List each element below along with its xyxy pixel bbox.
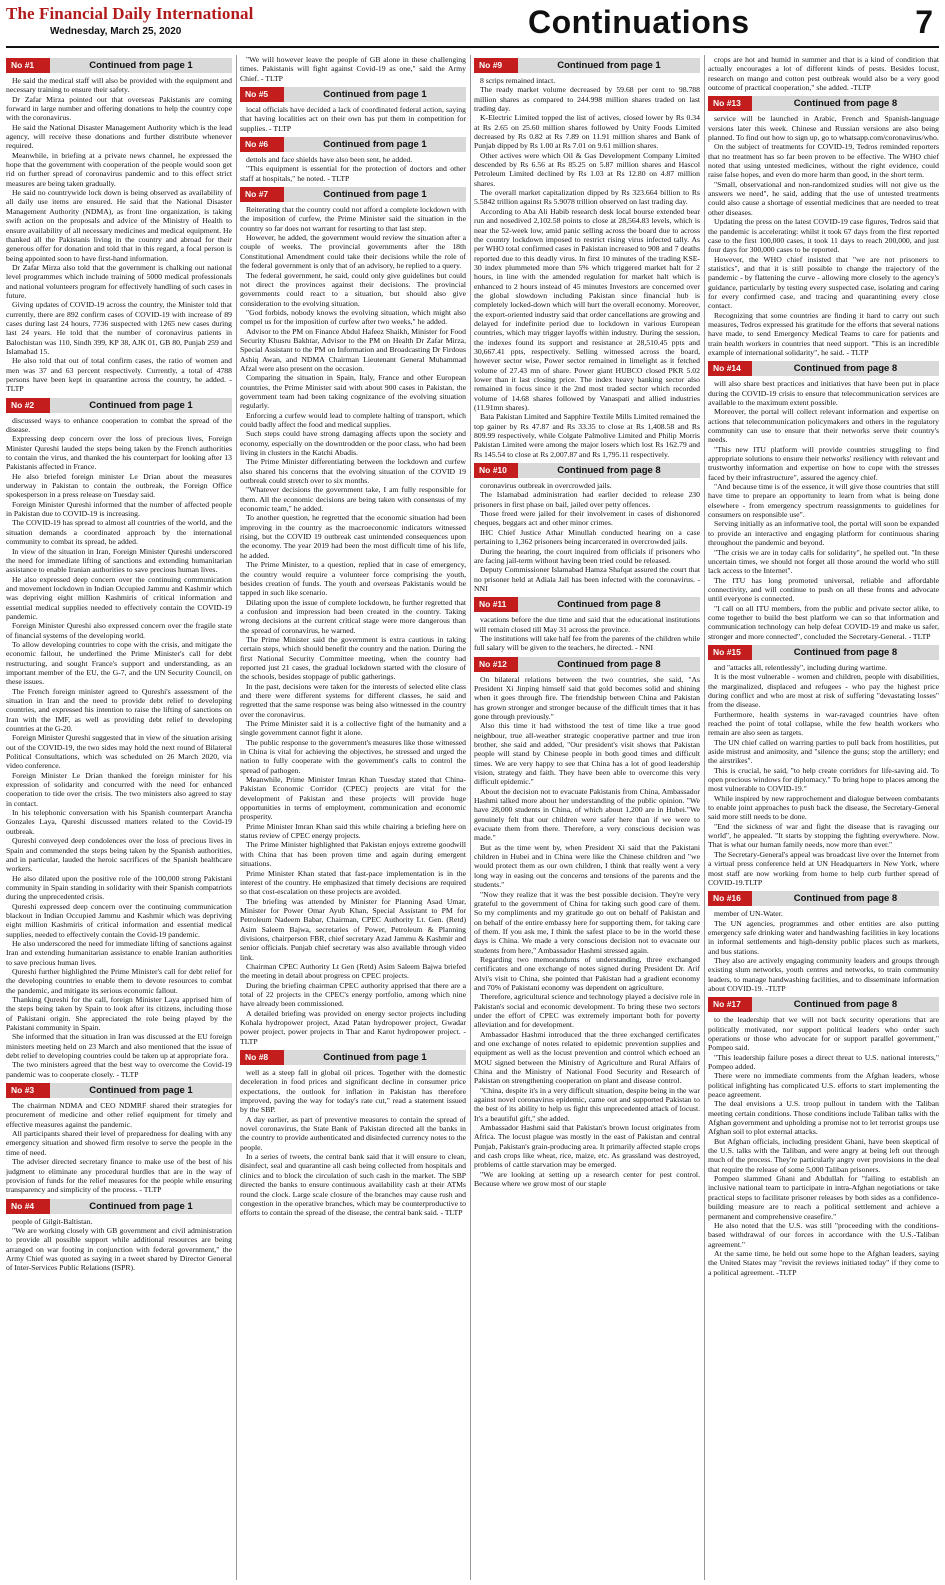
story-body: [474, 615, 700, 652]
story-continuation: [6, 1199, 232, 1273]
story-continuation: [708, 361, 939, 641]
story-body: [708, 379, 939, 641]
story-header: [240, 137, 466, 152]
story-paragraph: The ITU has long promoted universal, reliable and affordable connectivity, and will continue to push on all these fronts and advocate until everyone is connected.: [708, 575, 939, 604]
story-paragraph: Foreign Minister Qureshi informed that the number of affected people in Pakistan due to COVID-19 is increasing.: [6, 499, 232, 519]
story-paragraph: "End the sickness of war and fight the disease that is ravaging our world", he appealed. "It starts by stopping the fighting everywhere. Now. That is what our human family needs, now more than ever.": [708, 821, 939, 850]
story-paragraph: Recognizing that some countries are finding it hard to carry out such measures, Tedros expressed his gratitude for the efforts that several nations have made, to send Emergency Medical Teams to care for patients and train health workers in countries that need support. "This is an incredible example of international solidarity", he said. - TLTP: [708, 310, 939, 357]
story-paragraph: In a series of tweets, the central bank said that it will ensure to clean, disinfect, seal and quarantine all cash being collected from hospitals and clinics and to block the circulation of such cash in the market. The SBP directed the banks to ensure continuous availability cash at their ATMs round the clock. Large scale closure of the branches may cause rush and congestion in the operative branches, which may be counterproductive to efforts to contain the spread of the disease, the central bank said. - TLTP: [240, 1152, 466, 1218]
story-paragraph: Foreign Minister Qureshi also expressed concern over the fragile state of financial systems of the developing world.: [6, 621, 232, 640]
column-3: [474, 55, 700, 1581]
story-paragraph: will also share best practices and initiatives that have been put in place during the COVID-19 crisis to ensure that telecommunication services are available to the maximum extent possible.: [708, 379, 939, 407]
continued-from-label: Continued from page 1: [518, 58, 700, 73]
story-paragraph: But Afghan officials, including president Ghani, have been skeptical of the U.S. talks with the Taliban, and were angry at being left out through much of the process. They're particularly angry over provisions in the deal that require the release of some 5,000 Taliban prisoners.: [708, 1136, 939, 1174]
story-paragraph: Foreign Minister Qureshi suggested that in view of the situation arising out of the COVID-19, the two sides may hold the next round of Bilateral Political Consultations, which was scheduled on 26 March 2020, via video conference.: [6, 733, 232, 771]
story-paragraph: Other actives were which Oil & Gas Development Company Limited descended by Rs 6.56 at Rs 85.25 on 5.87 million shares and Hascol Petroleum Limited declined by Rs 1.03 at Rs 12.80 on 4.87 million shares.: [474, 150, 700, 188]
continued-from-label: Continued from page 8: [518, 657, 700, 672]
story-number-tag: No #7: [240, 187, 284, 202]
story-paragraph: "China, despite it's in a very difficult situation, despite being in the war against novel coronavirus epidemic, came out and supported Pakistan to the best of its ability to help us fight this unprecedented attack of locust. It's a beautiful gift," she added.: [474, 1085, 700, 1123]
story-continuation: [240, 1050, 466, 1218]
masthead-rule: [6, 46, 939, 48]
story-paragraph: Enforcing a curfew would lead to complete halting of transport, which could badly affect the food and medical supplies.: [240, 410, 466, 429]
story-paragraph: Also this time it had withstood the test of time like a true good neighbour, true all-weather strategic cooperative partner and true iron brother, she said and added, "Our president's visit shows that Pakistan people will stand by Chinese people in both good times and difficult times. We are very happy to see that China has a lot of good leadership vision, strategy and faith. They have been able to overcome this very difficult epidemic.": [474, 721, 700, 787]
story-paragraph: At the same time, he held out some hope to the Afghan leaders, saying the United States may "revisit the reviews initiated today" if they come to a political agreement. -TLTP: [708, 1248, 939, 1277]
story-body: [708, 55, 939, 92]
story-paragraph: But as the time went by, when President Xi said that the Pakistani children in Hubei and in China were like the Chinese children and "we would protect them as our own children, I think that really went a very long way in easing out the concerns and tensions of the parents and the students.": [474, 842, 700, 890]
story-paragraph: "And because time is of the essence, it will give those countries that still have time to prepare an opportunity to learn from what is being done elsewhere - from emergency spectrum reassignments to guidelines for consumers on responsible use".: [708, 482, 939, 520]
column-divider: [470, 55, 471, 1580]
story-number-tag: No #14: [708, 361, 752, 376]
continued-from-label: Continued from page 1: [50, 1199, 232, 1214]
story-paragraph: However, he added, the government would review the situation after a couple of weeks. The provincial governments after the 18th Constitutional Amendment could take their decisions while the role of the federal government is only that of an advisory, he replied to a query.: [240, 233, 466, 271]
section-title: Continuations: [528, 4, 750, 40]
story-number-tag: No #17: [708, 997, 752, 1012]
story-paragraph: The Prime Minister said the government is extra cautious in taking certain steps, which should benefit the country and the nation. During the first National Security Committee meeting, when the country had reported just 21 cases, the gradual lockdown started with the closure of the schools, besides stoppage of public gatherings.: [240, 634, 466, 682]
page-number: 7: [915, 4, 933, 40]
story-paragraph: He also expressed deep concern over the continuing communication and movement lockdown in Indian Occupied Jammu and Kashmir which was depriving eight million Kashmiris of critical information and essential medical supplies needed to effectively contain the COVID-19 pandemic.: [6, 574, 232, 621]
masthead-left: [6, 4, 306, 37]
story-continuation: [6, 398, 232, 1079]
story-paragraph: The adviser directed secretary finance to make use of the best of his judgment to eliminate any procedural hurdles that are in the way of provision of funds for the relief measures for the people while ensuring transparency and simplicity of the process. - TLTP: [6, 1157, 232, 1195]
story-paragraph: "The crisis we are in today calls for solidarity", he spelled out. "In these uncertain times, we should not forget all those around the world who still lack access to the Internet".: [708, 547, 939, 576]
story-paragraph: However, the WHO chief insisted that "we are not prisoners to statistics", and that it is still possible to change the trajectory of the pandemic - by flattening the curve - allowing more closely to the agency's guidance, particularly by testing every suspected case, isolating and caring for every confirmed case, and tracing and quarantining every close contact.: [708, 254, 939, 311]
story-body: [240, 55, 466, 83]
story-paragraph: The UN chief called on warring parties to pull back from hostilities, put aside mistrust and animosity, and "silence the guns; stop the artillery; end the airstrikes".: [708, 737, 939, 766]
story-number-tag: No #3: [6, 1083, 50, 1098]
story-continuation: [708, 997, 939, 1277]
story-continuation: [474, 657, 700, 1189]
story-continuation: [6, 1083, 232, 1194]
story-paragraph: local officials have decided a lack of coordinated federal action, saying that having localities act on their own has put them in competition for supplies. - TLTP: [240, 105, 466, 133]
story-body: [708, 909, 939, 993]
story-paragraph: There were no immediate comments from the Afghan leaders, whose political infighting has complicated U.S. efforts to start implementing the peace agreement.: [708, 1071, 939, 1100]
story-paragraph: member of UN-Water.: [714, 909, 783, 919]
continued-from-label: Continued from page 1: [50, 398, 232, 413]
story-number-tag: No #4: [6, 1199, 50, 1214]
story-paragraph: vacations before the due time and said that the educational institutions will remain closed till May 31 across the province.: [474, 615, 700, 634]
story-number-tag: No #5: [240, 87, 284, 102]
story-paragraph: Prime Minister Imran Khan said this while chairing a briefing here on status review of CPEC energy projects.: [240, 821, 466, 841]
story-paragraph: A detailed briefing was provided on energy sector projects including Kohala hydropower project, Azad Patan hydropower project, Gwadar power project, power projects in Thar and Karot hydropower project. - TLTP: [240, 1008, 466, 1046]
story-paragraph: Qureshi conveyed deep condolences over the loss of precious lives in Spain and commended the steps being taken by the Spanish authorities, and in particular, lauded the heroic sacrifices of the Spanish healthcare workers.: [6, 836, 232, 874]
continued-from-label: Continued from page 8: [518, 463, 700, 478]
story-body: [240, 105, 466, 133]
story-paragraph: The Prime Minister differentiating between the lockdown and curfew also shared his concerns that the evolving situation of the COVID 19 outbreak could stretch over to six months.: [240, 457, 466, 486]
story-number-tag: No #10: [474, 463, 518, 478]
story-paragraph: well as a steep fall in global oil prices. Together with the domestic deceleration in food prices and significant decline in consumer price expectations, the outlook for inflation in Pakistan has therefore improved, paving the way for today's rate cut," read a statement issued by the SBP.: [240, 1068, 466, 1115]
story-header: [240, 187, 466, 202]
story-paragraph: "We are working closely with GB government and civil administration to provide all possible support while additional resources are being arranged on war footing in conjunction with federal government," the Army Chief was quoted as saying in a tweet shared by Director General of Inter-Services Public Relations (ISPR).: [6, 1225, 232, 1273]
story-paragraph: Comparing the situation in Spain, Italy, France and other European countries, the Prime Minister said with about 900 cases in Pakistan, the government team had been taking cognizance of the evolving situation regularly.: [240, 373, 466, 411]
story-header: [6, 1199, 232, 1214]
story-body: [240, 155, 466, 183]
story-paragraph: To another question, he regretted that the economic situation had been improving in the country as the macroeconomic indicators witnessed rising, but the COVID 19 outbreak cast unintended consequences upon the economy. The year 2019 had been the most difficult time of his life, he added.: [240, 513, 466, 560]
story-header: [474, 657, 700, 672]
story-paragraph: The federal government, he said, could only give guidelines but could not direct the provinces against their decisions. The provincial governments could react to a situation, but should also give consideration to the evolving situation.: [240, 270, 466, 308]
story-paragraph: The French foreign minister agreed to Qureshi's assessment of the situation in Iran and the need to provide debt relief to developing countries, and expressed his intention to raise the lifting of sanctions on Iran with the IMF, as well as providing debt relief to developing countries at the G-20.: [6, 686, 232, 734]
story-paragraph: The COVID-19 has spread to almost all countries of the world, and the situation demands a coordinated approach by the international community to combat its spread, he added.: [6, 518, 232, 547]
story-body: [474, 481, 700, 593]
story-paragraph: On the subject of treatments for COVID-19, Tedros reminded reporters that no treatment has so far been proven to be effective. The WHO chief noted that using untested medicines, without the right evidence, could raise false hopes, and even do more harm than good, in the short term.: [708, 142, 939, 180]
story-number-tag: No #8: [240, 1050, 284, 1065]
story-body: [708, 1015, 939, 1277]
story-paragraph: Qureshi further highlighted the Prime Minister's call for debt relief for the developing countries to enable them to devote resources to combat the pandemic, and mitigate its serious economic fallout.: [6, 966, 232, 995]
story-paragraph: 8 scrips remained intact.: [480, 76, 556, 85]
story-paragraph: He also dilated upon the positive role of the 100,000 strong Pakistani community in Spain standing in solidarity with their Spanish compatriots during the unprecedented crisis.: [6, 873, 232, 902]
story-continuation: [474, 58, 700, 459]
story-number-tag: No #13: [708, 96, 752, 111]
paper-name: The Financial Daily International: [6, 4, 254, 23]
story-continuation: [6, 58, 232, 394]
story-paragraph: Such steps could have strong damaging affects upon the society and economy, especially on the downtrodden or the poor class, who had been living in clusters in the Katchi Abadis.: [240, 429, 466, 458]
story-body: [708, 114, 939, 357]
story-paragraph: coronavirus outbreak in overcrowded jails.: [480, 481, 612, 491]
story-paragraph: In the past, decisions were taken for the interests of selected elite class and there were different systems for different classes, he said and regretted that the same response was being also witnessed in the country over the coronavirus.: [240, 681, 466, 719]
story-paragraph: to the leadership that we will not back security operations that are politically motivated, nor support political leaders who order such operations or those who advocate for or support parallel government," Pompeo said.: [708, 1015, 939, 1053]
story-paragraph: "Now they realize that it was the best possible decision. They're very grateful to the government of China for taking such good care of them. So my compliments and my gratitude go out on behalf of Pakistan and on behalf of the entire embassy here for supporting them, for taking care of them. If you ask me, I think the safest place to be in the world these days is China. We made a very conscious decision not to evacuate our students from here," Ambassador Hashmi stressed again.: [474, 889, 700, 955]
continued-from-label: Continued from page 8: [752, 645, 939, 660]
continued-from-label: Continued from page 1: [284, 137, 466, 152]
story-paragraph: The briefing was attended by Minister for Planning Asad Umar, Minister for Power Omar Ayub Khan, Special Assistant to PM for Petroleum Nadeem Babar, Chairman, CPEC Authority Lt. Gen. (Retd) Asim Saleem Bajwa, secretaries of Power, Petroleum & Planning divisions, chairperson FBR, chief secretary Azad Jammu & Kashmir and senior officials. Punjab chief secretary was also available through video link.: [240, 896, 466, 962]
continued-from-label: Continued from page 8: [752, 997, 939, 1012]
story-paragraph: He said the medical staff will also be provided with the equipment and necessary training to ensure their safety.: [6, 76, 232, 95]
story-header: [708, 361, 939, 376]
continued-from-label: Continued from page 1: [284, 187, 466, 202]
story-header: [708, 96, 939, 111]
story-paragraph: "God forbids, nobody knows the evolving situation, which might also compel us for the imposition of curfew after two weeks," he added.: [240, 307, 466, 327]
story-header: [6, 58, 232, 73]
story-header: [474, 463, 700, 478]
story-paragraph: Chairman CPEC Authority Lt Gen (Retd) Asim Saleem Bajwa briefed the meeting in detail about progress on CPEC projects.: [240, 961, 466, 981]
story-number-tag: No #16: [708, 891, 752, 906]
story-paragraph: The Islamabad administration had earlier decided to release 230 prisoners in first phase on bail, jailed over petty offences.: [474, 490, 700, 509]
continued-from-label: Continued from page 1: [50, 58, 232, 73]
story-header: [474, 58, 700, 73]
story-paragraph: He said no countrywide lock down is being observed as availability of all daily use items are ensured. He said that the National Disaster Management Authority (NDMA), as front line organization, is taking swift action on the proposals and advice of the Ministry of Health to ensure availability of all necessary medicines and medical equipment. He thanked all the Pakistanis living in the country and abroad for their generous offer for donation and told that in this regard, a focal person is being appointed soon to have first-hand information.: [6, 188, 232, 263]
story-paragraph: Moreover, the portal will collect relevant information and expertise on actions that telecommunication policymakers and others in the regulatory community can use to ensure that their networks serve their country's needs.: [708, 407, 939, 445]
story-paragraph: He also underscored the need for immediate lifting of sanctions against Iran and extending humanitarian assistance to enable Iranian authorities to save precious human lives.: [6, 938, 232, 967]
story-paragraph: people of Gilgit-Baltistan.: [12, 1216, 93, 1226]
story-paragraph: Those freed were jailed for their involvement in cases of dishonored cheques, beggars act and other minor crimes.: [474, 509, 700, 528]
column-divider: [704, 55, 705, 1580]
story-paragraph: Bata Pakistan Limited and Sapphire Textile Mills Limited remained the top gainer by Rs 47.87 and Rs 33.35 to close at Rs 1,408.58 and Rs 809.99 respectively, while Colgate Palmolive Limited and Philip Morris Pakistan Limited were among the major losers which lost Rs 162.79 and Rs 145.54 to close at Rs 2,007.87 and Rs 1,795.11 respectively.: [474, 412, 700, 459]
story-paragraph: In view of the situation in Iran, Foreign Minister Qureshi underscored the need for immediate lifting of sanctions and extending humanitarian assistance to enable Iranian authorities to save precious human lives.: [6, 546, 232, 575]
story-paragraph: "We are looking at setting up a research center for pest control. Because where we grow most of our staple: [474, 1169, 700, 1189]
story-paragraph: "Small, observational and non-randomized studies will not give us the answers we need", he said, adding that the use of untested treatments could also cause a shortage of essential medicines that are needed to treat other diseases.: [708, 179, 939, 217]
story-paragraph: The Prime Minister highlighted that Pakistan enjoys extreme goodwill with China that has been proven time and again during emergent situations.: [240, 840, 466, 869]
story-continuation: [240, 187, 466, 1046]
story-paragraph: "This equipment is essential for the protection of doctors and other staff at hospitals," he noted. - TLTP: [240, 164, 466, 183]
story-paragraph: The ready market volume decreased by 59.68 per cent to 98.788 million shares as compared to 244.998 million shares traded on last trading day.: [474, 85, 700, 114]
story-number-tag: No #6: [240, 137, 284, 152]
story-paragraph: Dr Zafar Mirza pointed out that overseas Pakistanis are coming forward in large number and offering donations to help the country cope with the coronavirus.: [6, 94, 232, 123]
story-paragraph: To allow developing countries to cope with the crisis, and mitigate the economic fallout, he underlined the Prime Minister's call for debt restructuring, and sought France's support and understanding, as an important member of the EU, the G-7, and the UN Security Council, on these issues.: [6, 639, 232, 687]
story-paragraph: He also noted that the U.S. was still "proceeding with the conditions-based withdrawal of our forces in accordance with the U.S.-Taliban agreement.": [708, 1220, 939, 1249]
story-header: [240, 87, 466, 102]
story-paragraph: "This leadership failure poses a direct threat to U.S. national interests," Pompeo added.: [708, 1052, 939, 1071]
story-number-tag: No #1: [6, 58, 50, 73]
story-body: [708, 663, 939, 887]
story-paragraph: Advisor to the PM on Finance Abdul Hafeez Shaikh, Minister for Food Security Khusru Bakhtar, Advisor to the PM on Health Dr Zafar Mirza, Special Assistant to the PM on Information and Broadcasting Dr Firdous Ashiq Awan, and NDMA Chairman Lieutenant General Muhammad Afzal were also present on the occasion.: [240, 326, 466, 373]
story-paragraph: On bilateral relations between the two countries, she said, "As President Xi Jinping himself said that gold becomes solid and shining when it goes through fire. The friendship between China and Pakistan has grown stronger and stronger because of the difficult times that it has gone through previously.": [474, 674, 700, 721]
story-body: [6, 1217, 232, 1273]
continued-from-label: Continued from page 1: [284, 87, 466, 102]
story-paragraph: Giving updates of COVID-19 across the country, the Minister told that currently, there are 892 confirm cases of COVID-19 with increase of 89 cases during last 24 hours, 7736 suspected with 1265 new cases during last 24 years. He told that the number of coronavirus patients in Balochistan was 110, Sindh 399, KP 38, AJK 01, GB 80, Punjab 259 and Islamabad 15.: [6, 300, 232, 356]
masthead: [0, 0, 945, 52]
story-body: [240, 1068, 466, 1218]
column-4: [708, 55, 939, 1581]
story-paragraph: crops are hot and humid in summer and that is a kind of condition that actually encourages a lot of different kinds of pests. Besides locust, research on mango and cotton pest outbreak would also be a very good outcome of practical cooperation," she added. -TLTP: [708, 55, 939, 93]
story-paragraph: "We will however leave the people of GB alone in these challenging times. Pakistanis will fight against Covid-19 as one," said the Army Chief. - TLTP: [240, 55, 466, 83]
story-paragraph: Pompeo slammed Ghani and Abdullah for "failing to establish an inclusive national team to participate in intra-Afghan negotiations or take practical steps to facilitate prisoner releases by both sides as a confidence-building measure are to reach a political settlement and achieve a permanent and comprehensive ceasefire.": [708, 1174, 939, 1221]
story-number-tag: No #11: [474, 597, 518, 612]
story-paragraph: The two ministers agreed that the best way to overcome the Covid-19 pandemic was to cooperate closely. - TLTP: [6, 1060, 232, 1079]
story-continuation: [240, 55, 466, 83]
story-paragraph: Regarding two memorandums of understanding, three exchanged certificates and one exchange of notes signed during President Dr. Arif Alvi's visit to China, she pointed that Pakistan had a gradient economy and 70% of Pakistani economy was dependent on agriculture.: [474, 954, 700, 992]
story-paragraph: They also are actively engaging community leaders and groups through existing slum networks, youth centres and networks, to train community leaders, to manage handwashing facilities, and to disseminate information about COVID-19. -TLTP: [708, 955, 939, 993]
story-header: [240, 1050, 466, 1065]
story-paragraph: The institutions will take half fee from the parents of the children while full salary will be given to the teachers, he directed. - NNI: [474, 633, 700, 653]
story-paragraph: A day earlier, as part of preventive measures to contain the spread of novel coronavirus, the State Bank of Pakistan directed all the banks in the country to provide authenticated and disinfected currency notes to the people.: [240, 1114, 466, 1152]
story-continuation: [708, 645, 939, 887]
continued-from-label: Continued from page 1: [284, 1050, 466, 1065]
story-paragraph: He also told that out of total confirm cases, the ratio of women and men was 37 and 63 percent respectively. Currently, a total of 4788 persons have been kept in quarantine across the country, he added. - TLTP: [6, 356, 232, 394]
story-paragraph: Qureshi expressed deep concern over the continuing communication blackout in Indian Occupied Jammu and Kashmir which was depriving eight million Kashmiris of critical information and essential medical supplies, needed to effectively contain the Covid-19 pandemic.: [6, 901, 232, 939]
story-body: [474, 675, 700, 1189]
story-paragraph: "I call on all ITU members, from the public and private sector alike, to come together to build the best platform we can so that information and communication technology can help defeat COVID-19 and make us safer, stronger and more connected", concluded the Secretary-General. - TLTP: [708, 603, 939, 641]
story-paragraph: While inspired by new rapprochement and dialogue between combatants to enable joint approaches to push back the disease, the Secretary-General said more still needs to be done.: [708, 793, 939, 822]
story-paragraph: Meanwhile, Prime Minister Imran Khan Tuesday stated that China-Pakistan Economic Corridor (CPEC) projects are vital for the development of Pakistan and these projects will provide huge opportunities in terms of employment, communication and economic prosperity.: [240, 775, 466, 822]
story-paragraph: She informed that the situation in Iran was discussed at the EU foreign ministers meeting held on 23 March and also mentioned that the issue of debt relief to developing countries could be taken up at appropriate fora.: [6, 1032, 232, 1061]
story-continuation: [474, 463, 700, 593]
story-paragraph: Furthermore, health systems in war-ravaged countries have often reached the point of total collapse, while the few health workers who remain are also seen as targets.: [708, 709, 939, 738]
story-paragraph: "Whatever decisions the government take, I am fully responsible for them. All the economic decisions are being taken with consensus of my economic team," he added.: [240, 485, 466, 514]
story-paragraph: The Secretary-General's appeal was broadcast live over the Internet from a virtual press conference held at UN Headquarters in New York, where most staff are now working from home to help curb further spread of COVID-19.TLTP: [708, 849, 939, 887]
story-paragraph: Deputy Commissioner Islamabad Hamza Shafqat assured the court that no prisoner held at Adiala Jail has been infected with the coronavirus. - NNI: [474, 565, 700, 593]
story-paragraph: The UN agencies, programmes and other entities are also putting emergency safe drinking water and handwashing facilities in key locations in informal settlements and high-density public places such as markets, and bus stations.: [708, 918, 939, 956]
story-paragraph: The public response to the government's measures like those witnessed in China is vital for achieving the objectives, he stressed and urged the nation to fully cooperate with the government's calls to control the spread of pathogen.: [240, 737, 466, 775]
story-paragraph: Expressing deep concern over the loss of precious lives, Foreign Minister Qureshi lauded the steps being taken by the French authorities to contain the virus, and thanked the his counterpart for looking after 13 Pakistanis affected in France.: [6, 434, 232, 472]
continued-from-label: Continued from page 8: [752, 361, 939, 376]
story-header: [708, 645, 939, 660]
story-continuation: [240, 87, 466, 133]
story-continuation: [708, 55, 939, 92]
story-paragraph: Therefore, agricultural science and technology played a decisive role in Pakistan's social and economic development. To bring these two sectors under the effort of CPEC was extremely important both for poverty alleviation and for development.: [474, 992, 700, 1030]
story-paragraph: Thanking Qureshi for the call, foreign Minister Laya apprised him of the steps being taken by Spain to look after its citizens, including those of Pakistani origin. She appreciated the role being played by the Pakistani community in Spain.: [6, 995, 232, 1033]
story-paragraph: K-Electric Limited topped the list of actives, closed lower by Rs 0.34 at Rs 2.65 on 25.60 million shares followed by Unity Foods Limited decreased by Rs 0.82 at Rs 7.89 on 11.91 million shares and Bank of Punjab dipped by Rs 1.00 at Rs 7.01 on 9.61 million shares.: [474, 113, 700, 151]
story-body: [6, 416, 232, 1079]
story-continuation: [708, 96, 939, 357]
story-paragraph: "This new ITU platform will provide countries struggling to find appropriate solutions to ensure their networks' resiliency with relevant and trustworthy information and expertise on how to cope with the stresses faced by their infrastructure", assured the agency chief.: [708, 444, 939, 482]
story-continuation: [474, 597, 700, 652]
story-paragraph: The overall market capitalization dipped by Rs 323.664 billion to Rs 5.5842 trillion against Rs 5.9078 trillion observed on last trading day.: [474, 188, 700, 207]
story-paragraph: He also briefed foreign minister Le Drian about the measures underway in Pakistan to contain the outbreak, the Foreign Office spokesperson in a press release on Tuesday said.: [6, 471, 232, 500]
story-paragraph: The Prime Minister said it is a collective fight of the humanity and a single government cannot fight it alone.: [240, 719, 466, 738]
story-paragraph: dettols and face shields have also been sent, he added.: [246, 155, 413, 165]
story-paragraph: Updating the press on the latest COVID-19 case figures, Tedros said that the pandemic is accelerating: whilst it took 67 days from the first reported case to the first 100,000 cases, it took 11 days to reach 200,000, and just four days for 300,000 cases to be reported.: [708, 217, 939, 255]
continued-from-label: Continued from page 1: [50, 1083, 232, 1098]
story-paragraph: According to Aba Ali Habib research desk local bourse extended bear run and nosedived 2,102.58 points to close at 28,564.83 levels, which is near the 52-week low, amid panic selling across the board due to across the country lockdown imposed to restrict rising virus infected tally. As per WHO total confirmed cases in Pakistan increased to 908 and 7 deaths reported due to this deadly virus. In first 10 minutes of the trading KSE-30 index plummeted more than 5% which triggered market halt for 2 hours, in line with the amended regulation for market halt which is enhanced to 2 hours instead of 45 minutes Investors are concerned over the global slowdown including Pakistan since financial hub is completely locked-down which will hurt the overall economy. Moreover, the export-oriented industry said that order cancellations are growing and delayed for indefinite period due to lockdown in various European countries, which may trigger layoffs within industry. During the session, the indexes found its support and resistance at 28,510.45 ppts and 30,667.41 ppts, respectively. Selling witnessed across the board, however sector wise, Power sector remained in limelight as it fetched volume of 27.43 mn of share. Power giant HUBCO closed PKR 5.02 lower than it last closing price. The index heavy banking sector also remained in focus since it the 2nd most traded sector which recorded volume of 14.68 shares followed by Vanaspati and allied industries (11.91mn shares).: [474, 206, 700, 413]
column-2: [240, 55, 466, 1581]
story-paragraph: Prime Minister Khan stated that fast-pace implementation is in the interest of the country. He emphasized that timely decisions are required so that cost-escalation on these projects are avoided.: [240, 868, 466, 897]
story-header: [6, 398, 232, 413]
story-paragraph: Reiterating that the country could not afford a complete lockdown with the imposition of curfew, the Prime Minister said the situation in the country so far does not warrant for resorting to that last step.: [240, 205, 466, 233]
story-body: [6, 1101, 232, 1194]
story-paragraph: discussed ways to enhance cooperation to combat the spread of the disease.: [6, 415, 232, 435]
story-paragraph: He said the National Disaster Management Authority which is the lead agency, will receive these donations and further distribute whenever required.: [6, 122, 232, 151]
story-number-tag: No #2: [6, 398, 50, 413]
story-paragraph: About the decision not to evacuate Pakistanis from China, Ambassador Hashmi talked more about her understanding of the public opinion. "We have 28,000 students in China, of which about 1,200 are in Hubei."We genuinely felt that our children were safer here than if we were to evacuate them from there. Therefore, a very conscious decision was made.": [474, 786, 700, 843]
story-paragraph: IHC Chief Justice Athar Minullah conducted hearing on a case pertaining to 1,362 prisoners being incarcerated in overcrowded jails.: [474, 527, 700, 547]
story-number-tag: No #15: [708, 645, 752, 660]
story-continuation: [708, 891, 939, 993]
column-1: [6, 55, 232, 1581]
continued-from-label: Continued from page 8: [752, 96, 939, 111]
story-paragraph: Dr Zafar Mirza also told that the government is chalking out national level programmes which include training of 5000 medical professionals and national volunteers program for effectively handling of such cases in future.: [6, 262, 232, 300]
story-paragraph: Ambassador Hashmi said that Pakistan's brown locust originates from Africa. The locust plague was mostly in the east of Pakistan and central Punjab, Pakistan's grain-producing area. It primarily affected staple crops and cash crops like wheat, rice, maize, etc. As grassland was destroyed, problems of cattle starvation may be emerged.: [474, 1123, 700, 1170]
story-paragraph: The Prime Minister, to a question, replied that in case of emergency, the country would require a volunteer force comprising the youth, besides creation of funds. The youth and overseas Pakistanis would be tapped in such like scenario.: [240, 560, 466, 598]
story-paragraph: Serving initially as an informative tool, the portal will soon be expanded to provide an interactive and engaging platform for continuous sharing throughout the pandemic and beyond.: [708, 519, 939, 548]
story-paragraph: It is the most vulnerable - women and children, people with disabilities, the marginalized, displaced and refugees - who pay the highest price during conflict and who are most at risk of suffering "devastating losses" from the disease.: [708, 672, 939, 710]
story-number-tag: No #9: [474, 58, 518, 73]
story-paragraph: In his telephonic conversation with his Spanish counterpart Arancha Gonzales Laya, Qureshi discussed matters related to the Covid-19 outbreak.: [6, 808, 232, 836]
story-paragraph: and "attacks all, relentlessly", including during wartime.: [714, 662, 888, 672]
story-paragraph: The deal envisions a U.S. troop pullout in tandem with the Taliban meeting certain conditions. Those conditions include Taliban talks with the Afghan government and upholding a promise not to let terrorist groups use Afghan soil to plot external attacks.: [708, 1099, 939, 1137]
column-divider: [236, 55, 237, 1580]
story-paragraph: service will be launched in Arabic, French and Spanish-language versions later this week. Chinese and Russian versions are also being planned. To find out how to sign up, go to whatsapp.com/coronavirus/who.: [708, 114, 939, 143]
story-paragraph: Ambassador Hashmi introduced that the three exchanged certificates and one exchange of notes related to epidemic prevention supplies and equipment as well as the locust prevention and control which echoed an MOU signed between the Ministry of Agriculture and Rural Affairs of China and the Ministry of National Food Security and Research of Pakistan on strengthening cooperation on plant and disease control.: [474, 1029, 700, 1086]
story-header: [708, 891, 939, 906]
story-paragraph: The chairman NDMA and CEO NDMRF shared their strategies for procurement of medicine and other relief equipment for timely and effective measures against the pandemic.: [6, 1101, 232, 1129]
continued-from-label: Continued from page 8: [752, 891, 939, 906]
story-body: [474, 76, 700, 459]
story-number-tag: No #12: [474, 657, 518, 672]
story-paragraph: During the briefing chairman CPEC authority apprised that there are a total of 22 projects in the CPEC's energy portfolio, among which nine have already been commissioned.: [240, 980, 466, 1009]
issue-date: Wednesday, March 25, 2020: [50, 26, 182, 37]
story-header: [474, 597, 700, 612]
story-paragraph: Dilating upon the issue of complete lockdown, he further regretted that a confusion and impression had been created in the country. Taking wrong decisions at the current critical stage were more dangerous than the spread of coronavirus, he warned.: [240, 597, 466, 635]
story-header: [6, 1083, 232, 1098]
continued-from-label: Continued from page 8: [518, 597, 700, 612]
story-continuation: [240, 137, 466, 183]
story-body: [6, 76, 232, 394]
story-body: [240, 205, 466, 1046]
story-paragraph: Foreign Minister Le Drian thanked the foreign minister for his expression of solidarity and concurred with the need for enhanced cooperation to tide over the crisis. The two ministers also agreed to stay in contact.: [6, 770, 232, 808]
story-paragraph: Meanwhile, in briefing at a private news channel, he expressed the hope that the government with cooperation of the people would soon get rid on further spread of coronavirus pandemic and to this effect strict measures are being taken gradually.: [6, 150, 232, 188]
story-paragraph: All participants shared their level of preparedness for dealing with any emergency situation and showed firm resolve to serve the people in the time of need.: [6, 1129, 232, 1157]
story-paragraph: During the hearing, the court inquired from officials if prisoners who are facing jail-term without having been tried could be released.: [474, 546, 700, 565]
story-paragraph: This is crucial, he said, "to help create corridors for life-saving aid. To open precious windows for diplomacy." To bring hope to places among the most vulnerable to COVID-19.": [708, 765, 939, 794]
story-header: [708, 997, 939, 1012]
